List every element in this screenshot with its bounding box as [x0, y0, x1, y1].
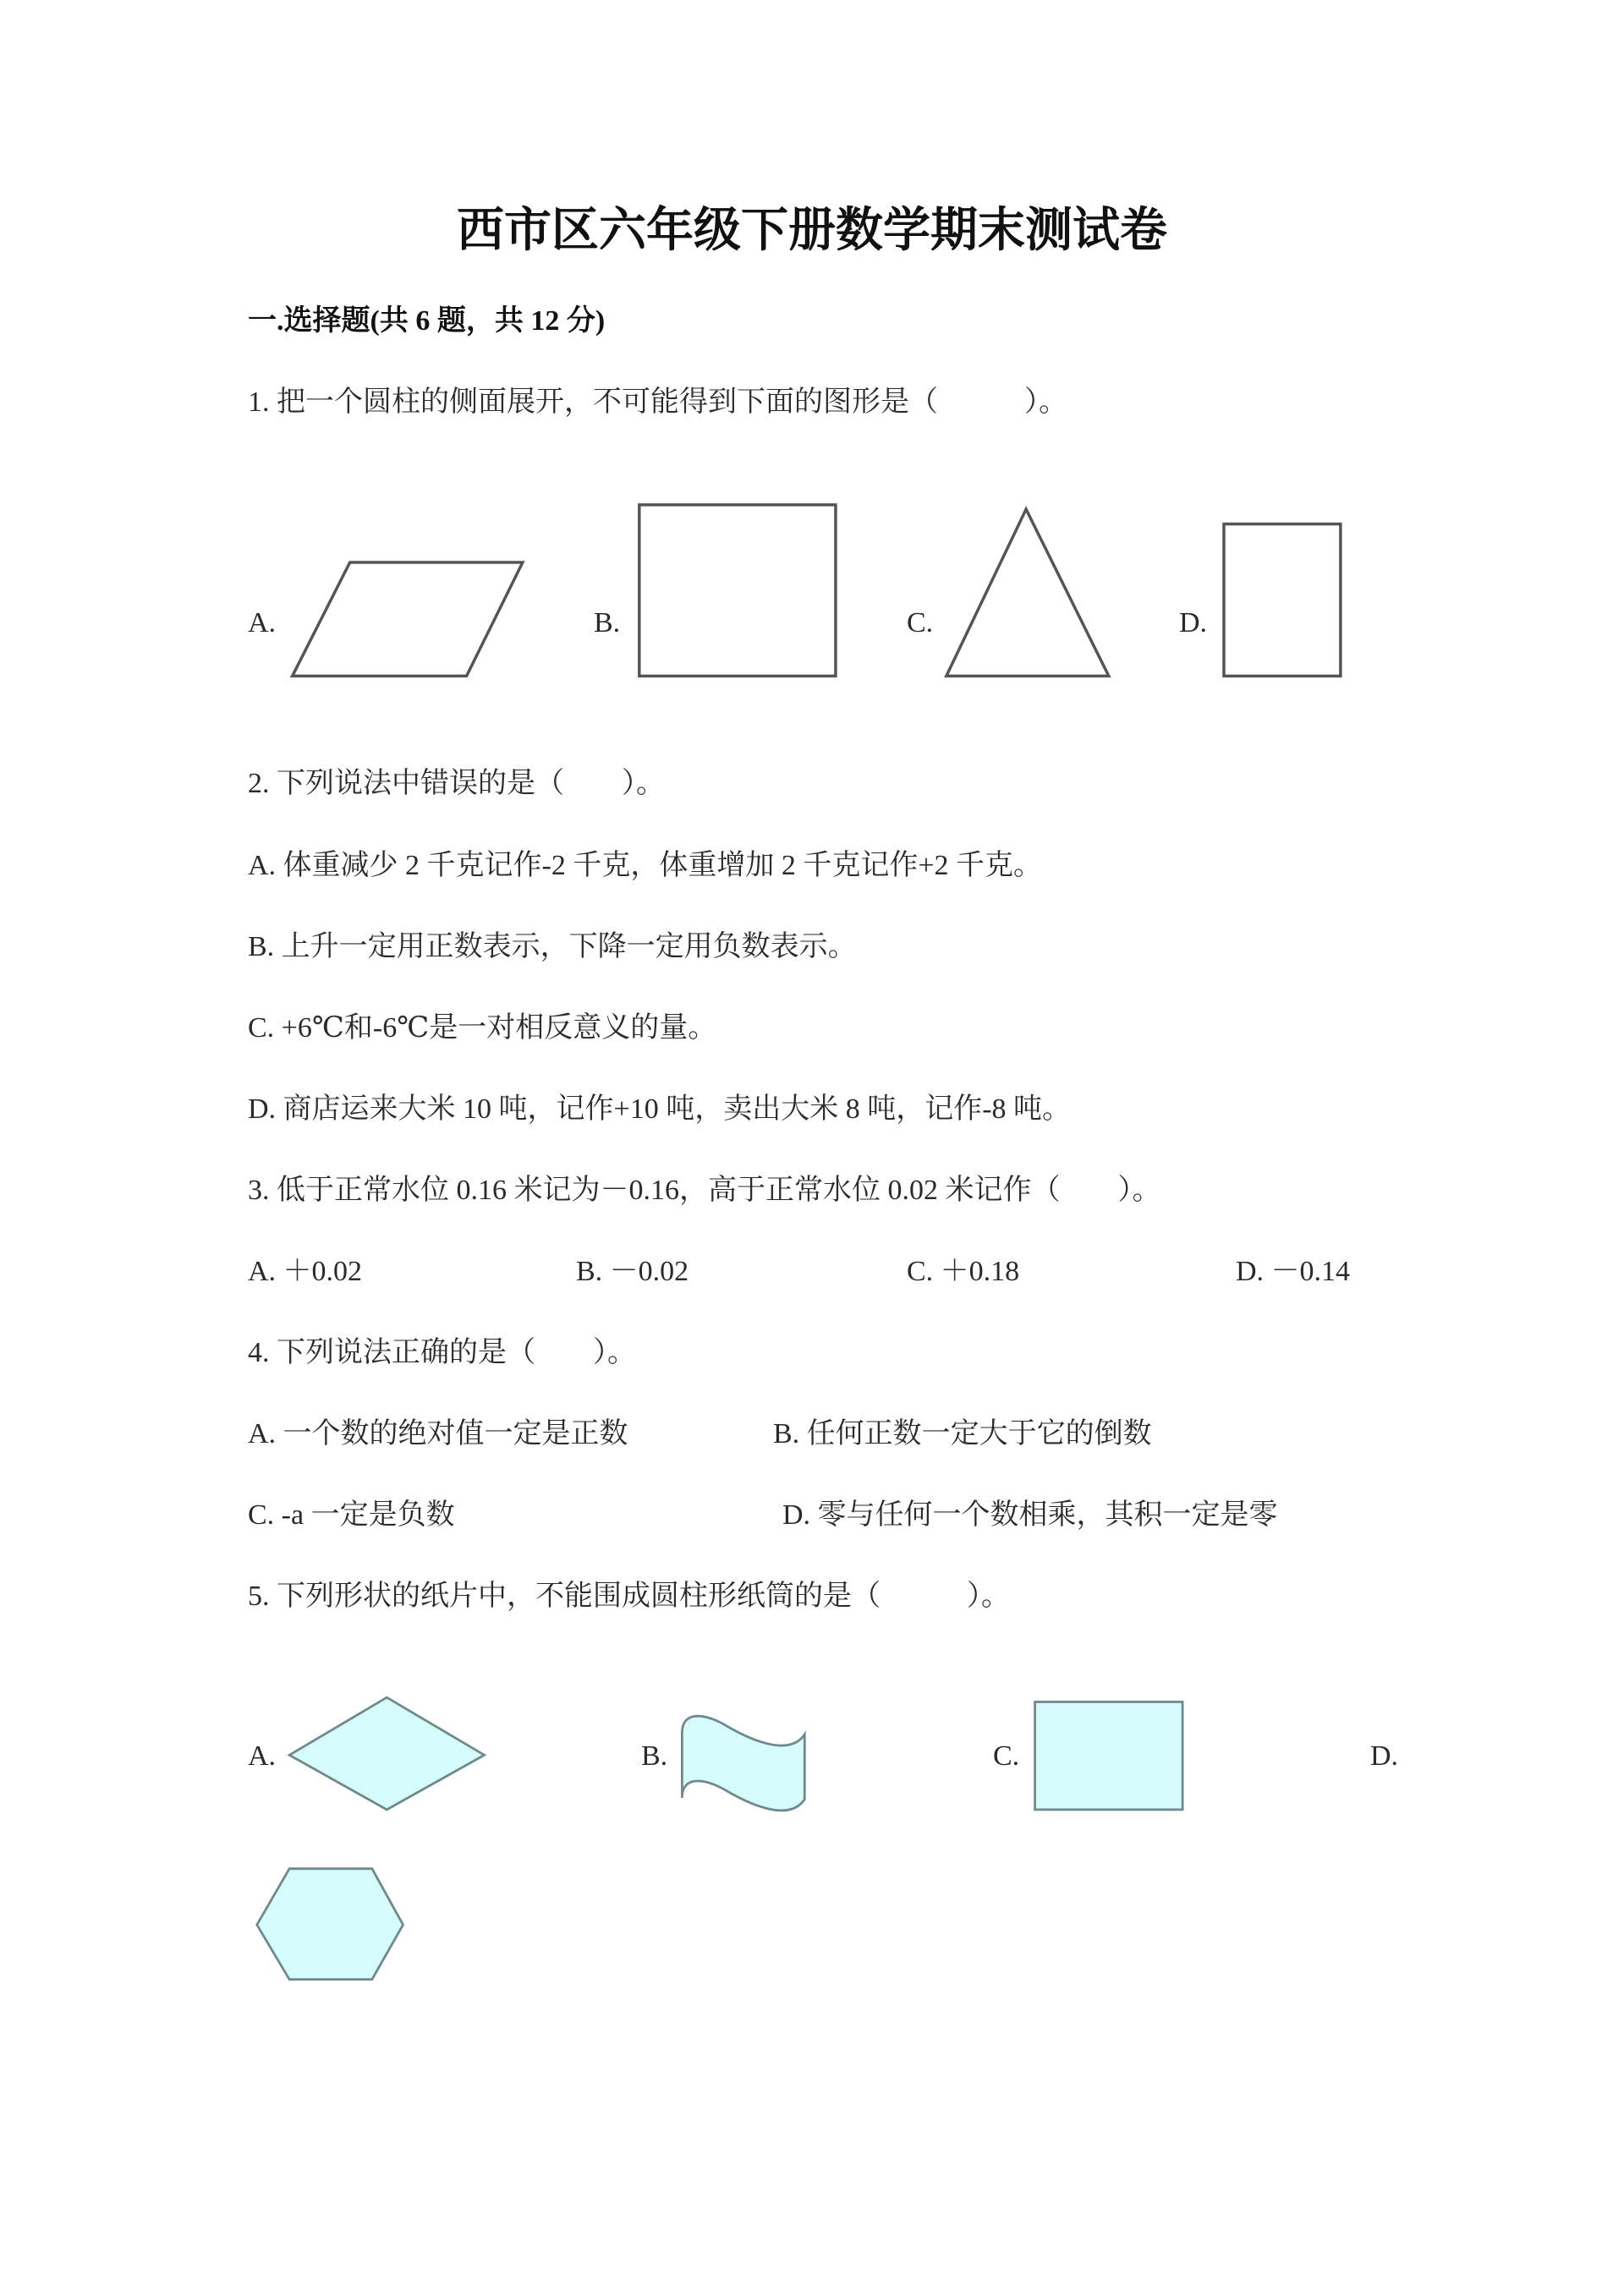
q4-option-c: C. -a 一定是负数	[248, 1499, 455, 1531]
q3-option-c: C. ＋0.18	[907, 1256, 1020, 1287]
q1-label-b: B.	[594, 607, 621, 638]
section-heading: 一.选择题(共 6 题，共 12 分)	[248, 305, 606, 337]
q5-label-c: C.	[993, 1740, 1020, 1772]
q5-rhombus-figure	[289, 1697, 484, 1810]
question-1-stem: 1. 把一个圆柱的侧面展开，不可能得到下面的图形是（ ）。	[248, 386, 1067, 418]
q1-rectangle-figure	[1224, 524, 1341, 677]
q1-label-a: A.	[248, 607, 277, 638]
q4-option-b: B. 任何正数一定大于它的倒数	[773, 1418, 1152, 1449]
q5-label-a: A.	[248, 1740, 277, 1772]
question-4-stem: 4. 下列说法正确的是（ ）。	[248, 1337, 636, 1368]
question-2-stem: 2. 下列说法中错误的是（ ）。	[248, 768, 665, 799]
q1-triangle-figure	[946, 509, 1109, 676]
q2-option-c: C. +6℃和-6℃是一对相反意义的量。	[248, 1012, 717, 1044]
q2-option-b: B. 上升一定用正数表示，下降一定用负数表示。	[248, 931, 857, 962]
q5-label-d: D.	[1370, 1740, 1399, 1772]
q5-rectangle-figure	[1035, 1701, 1183, 1809]
question-3-stem: 3. 低于正常水位 0.16 米记为－0.16，高于正常水位 0.02 米记作（ ）。	[248, 1175, 1161, 1206]
q5-wave-figure	[682, 1716, 804, 1811]
q1-square-figure	[639, 505, 836, 676]
page-title: 西市区六年级下册数学期末测试卷	[457, 205, 1167, 257]
q1-label-d: D.	[1179, 607, 1208, 638]
q3-option-b: B. －0.02	[576, 1256, 689, 1287]
q1-label-c: C.	[907, 607, 934, 638]
q4-option-a: A. 一个数的绝对值一定是正数	[248, 1418, 628, 1449]
q3-option-d: D. －0.14	[1236, 1256, 1351, 1287]
q2-option-a: A. 体重减少 2 千克记作-2 千克，体重增加 2 千克记作+2 千克。	[248, 850, 1043, 881]
q2-option-d: D. 商店运来大米 10 吨，记作+10 吨，卖出大米 8 吨，记作-8 吨。	[248, 1093, 1072, 1125]
q3-option-a: A. ＋0.02	[248, 1256, 363, 1287]
q4-option-d: D. 零与任何一个数相乘，其积一定是零	[782, 1499, 1278, 1531]
q1-parallelogram-figure	[293, 562, 523, 676]
question-5-stem: 5. 下列形状的纸片中，不能围成圆柱形纸筒的是（ ）。	[248, 1581, 1010, 1612]
q5-hexagon-figure	[257, 1869, 403, 1980]
q5-label-b: B.	[641, 1740, 668, 1772]
